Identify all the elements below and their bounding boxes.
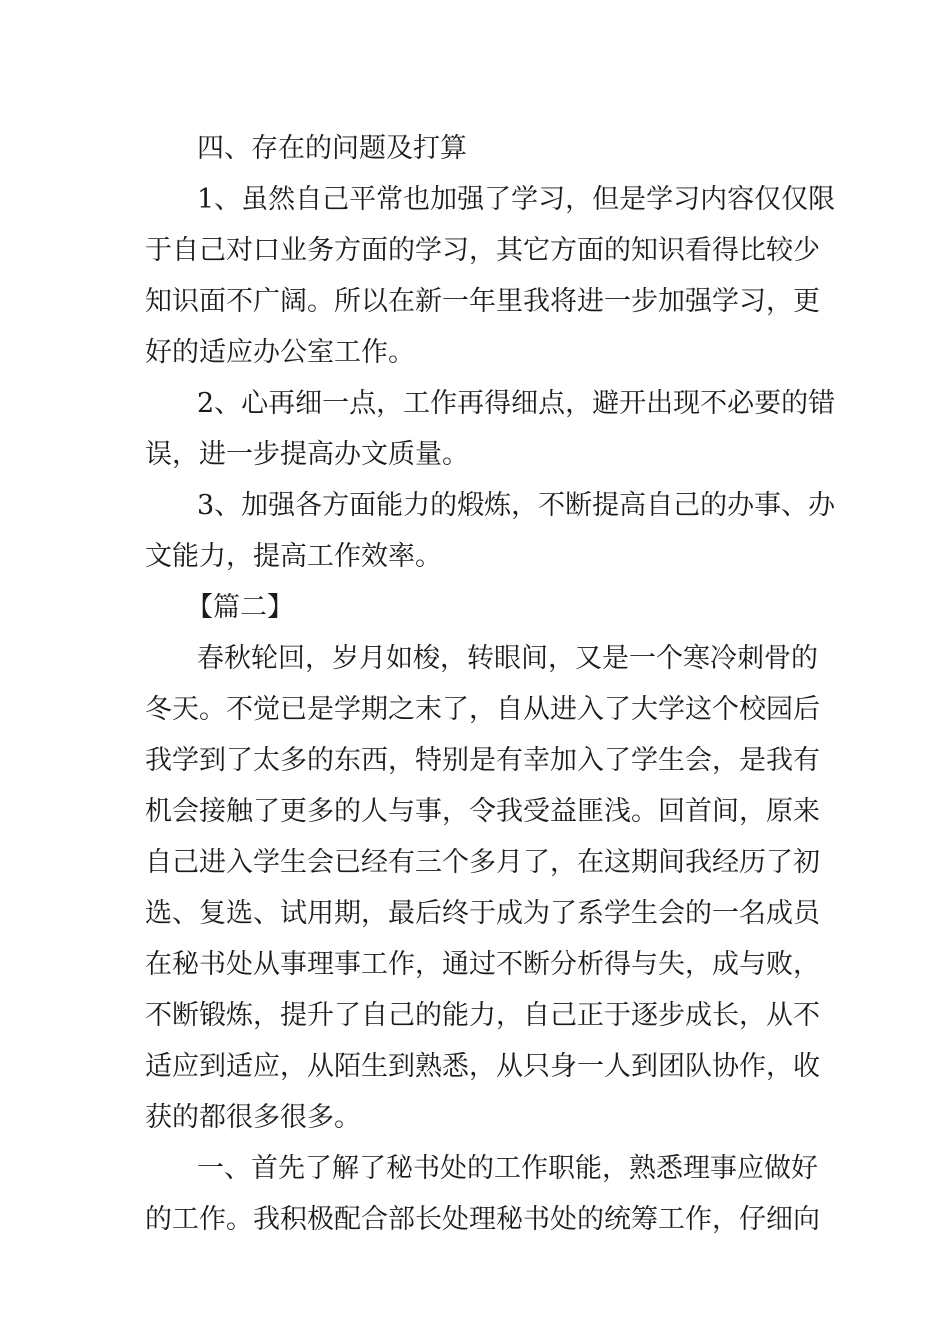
paragraph-line: 机会接触了更多的人与事，令我受益匪浅。回首间，原来 [145,796,820,827]
paragraph-line: 不断锻炼，提升了自己的能力，自己正于逐步成长，从不 [145,1000,820,1031]
paragraph-line: 我学到了太多的东西，特别是有幸加入了学生会，是我有 [145,745,820,776]
paragraph-line: 的工作。我积极配合部长处理秘书处的统筹工作，仔细向 [145,1204,820,1235]
paragraph-line: 2、心再细一点，工作再得细点，避开出现不必要的错 [197,388,836,419]
paragraph-line: 春秋轮回，岁月如梭，转眼间，又是一个寒冷刺骨的 [197,643,818,674]
section-heading-problems-plans: 四、存在的问题及打算 [197,133,467,164]
paragraph-line: 3、加强各方面能力的煅炼，不断提高自己的办事、办 [197,490,836,521]
paragraph-line: 适应到适应，从陌生到熟悉，从只身一人到团队协作，收 [145,1051,820,1082]
paragraph-line: 于自己对口业务方面的学习，其它方面的知识看得比较少 [145,235,820,266]
paragraph-line: 一、首先了解了秘书处的工作职能，熟悉理事应做好 [197,1153,818,1184]
paragraph-line: 好的适应办公室工作。 [145,337,415,368]
paragraph-line: 冬天。不觉已是学期之末了，自从进入了大学这个校园后 [145,694,820,725]
paragraph-line: 获的都很多很多。 [145,1102,361,1133]
paragraph-line: 知识面不广阔。所以在新一年里我将进一步加强学习，更 [145,286,820,317]
paragraph-line: 自己进入学生会已经有三个多月了，在这期间我经历了初 [145,847,820,878]
paragraph-line: 误，进一步提高办文质量。 [145,439,469,470]
paragraph-line: 在秘书处从事理事工作，通过不断分析得与失，成与败， [145,949,820,980]
paragraph-line: 文能力，提高工作效率。 [145,541,442,572]
paragraph-line: 选、复选、试用期，最后终于成为了系学生会的一名成员 [145,898,820,929]
section-heading-part-two: 【篇二】 [186,592,294,623]
paragraph-line: 1、虽然自己平常也加强了学习，但是学习内容仅仅限 [197,184,836,215]
